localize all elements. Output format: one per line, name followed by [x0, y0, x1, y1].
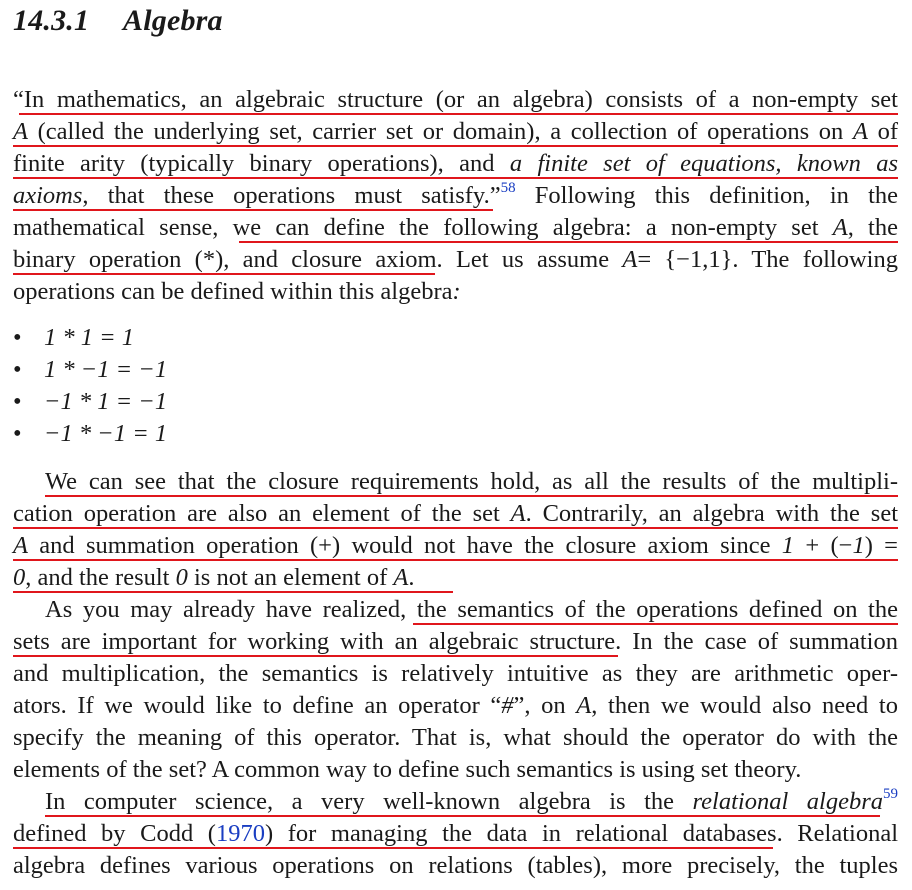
text-line: algebra defines various operations on relations (tables), more precisely, the tuples	[13, 852, 898, 879]
text-line: defined by Codd (1970) for managing the data in relational databases. Relational	[13, 820, 898, 847]
underline-annotation	[45, 495, 898, 497]
underline-annotation	[413, 623, 898, 625]
underline-annotation	[45, 815, 880, 817]
text-line: operations can be defined within this algebra:	[13, 278, 461, 305]
text-line: mathematical sense, we can define the following algebra: a non-empty set A, the	[13, 214, 898, 241]
section-title: Algebra	[123, 4, 223, 37]
underline-annotation	[13, 145, 898, 147]
footnote-ref-58[interactable]: 58	[500, 180, 516, 196]
underline-annotation	[13, 527, 898, 529]
text-line: As you may already have realized, the semantics of the operations defined on the	[45, 596, 898, 623]
bullet-icon: •	[13, 420, 22, 447]
text-line: axioms, that these operations must satisfy.”$^{58}$ Following this definition, in the	[13, 180, 898, 209]
text-line: We can see that the closure requirements hold, as all the results of the multipli-	[45, 468, 898, 495]
section-number: 14.3.1	[13, 4, 90, 37]
text-line: elements of the set? A common way to define such semantics is using set theory.	[13, 756, 802, 783]
underline-annotation	[13, 655, 618, 657]
underline-annotation	[239, 241, 898, 243]
text-line: A (called the underlying set, carrier set or domain), a collection of operations on A of	[13, 118, 898, 145]
bullet-icon: •	[13, 356, 22, 383]
bullet-icon: •	[13, 324, 22, 351]
underline-annotation	[13, 273, 435, 275]
text-line: and multiplication, the semantics is relatively intuitive as they are arithmetic oper-	[13, 660, 898, 687]
underline-annotation	[13, 591, 453, 593]
bullet-icon: •	[13, 388, 22, 415]
text-line: A and summation operation (+) would not have the closure axiom since 1 + (−1) =	[13, 532, 898, 559]
section-heading	[13, 4, 223, 38]
underline-annotation	[13, 559, 898, 561]
text-line: finite arity (typically binary operations), and a finite set of equations, known as	[13, 150, 898, 177]
text-line: “In mathematics, an algebraic structure (or an algebra) consists of a non-empty set	[13, 86, 898, 113]
text-line: 0, and the result 0 is not an element of A.	[13, 564, 415, 591]
text-line: sets are important for working with an algebraic structure. In the case of summation	[13, 628, 898, 655]
underline-annotation	[13, 177, 898, 179]
underline-annotation	[19, 113, 898, 115]
citation-link[interactable]: 1970	[215, 820, 265, 847]
text-line: binary operation (*), and closure axiom. Let us assume A= {−1,1}. The following	[13, 246, 898, 273]
text-line: ators. If we would like to define an operator “#”, on A, then we would also need to	[13, 692, 898, 719]
underline-annotation	[13, 847, 773, 849]
text-line: specify the meaning of this operator. That is, what should the operator do with the	[13, 724, 898, 751]
underline-annotation	[13, 209, 493, 211]
footnote-ref-59[interactable]: 59	[882, 786, 898, 802]
text-line: cation operation are also an element of the set A. Contrarily, an algebra with the set	[13, 500, 898, 527]
text-line: In computer science, a very well-known algebra is the relational algebra$^{59}$	[45, 786, 898, 815]
